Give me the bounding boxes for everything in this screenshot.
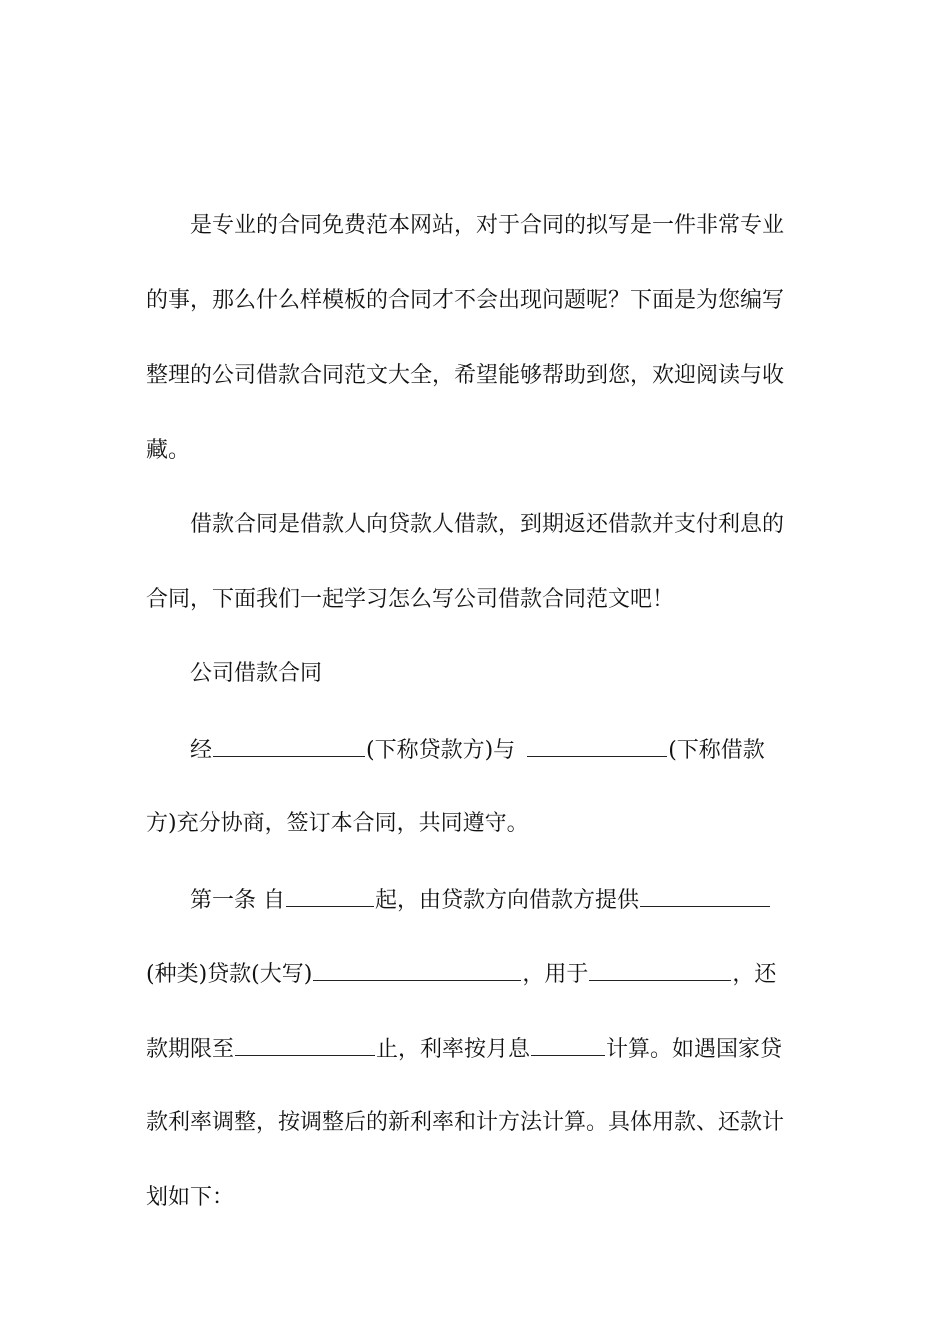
interest-rate-blank — [531, 1033, 605, 1056]
contract-title: 公司借款合同 — [190, 661, 323, 686]
lender-blank — [213, 734, 365, 757]
article-1-text-2: 起，由贷款方向借款方提供 — [375, 888, 640, 913]
article-1-text-7: 止，利率按月息 — [376, 1037, 531, 1062]
article-1-line-4: 款利率调整，按调整后的新利率和计方法计算。具体用款、还款计 — [146, 1110, 785, 1135]
article-1-line-2 — [146, 958, 776, 988]
article-1-line-3 — [146, 1033, 782, 1063]
borrower-blank — [527, 734, 667, 757]
repayment-date-blank — [235, 1033, 375, 1056]
article-1-line-1 — [190, 884, 771, 914]
article-1-text-1: 第一条 自 — [190, 888, 285, 913]
article-1-text-4: ，用于 — [522, 962, 589, 987]
parties-line-2: 方)充分协商，签订本合同，共同遵守。 — [146, 811, 529, 836]
start-date-blank — [286, 884, 374, 907]
loan-type-blank — [640, 884, 770, 907]
definition-paragraph-line-2: 合同，下面我们一起学习怎么写公司借款合同范文吧！ — [146, 587, 675, 612]
loan-purpose-blank — [589, 958, 731, 981]
article-1-text-8: 计算。如遇国家贷 — [606, 1037, 783, 1062]
loan-amount-blank — [313, 958, 521, 981]
intro-paragraph-line-3: 整理的公司借款合同范文大全，希望能够帮助到您，欢迎阅读与收 — [146, 363, 785, 388]
parties-line-1 — [190, 734, 765, 764]
article-1-line-5: 划如下： — [146, 1185, 235, 1210]
article-1-text-6: 款期限至 — [146, 1037, 235, 1062]
article-1-text-3: (种类)贷款(大写) — [146, 962, 313, 987]
parties-text-3: (下称借款 — [668, 738, 765, 763]
intro-paragraph-line-2: 的事，那么什么样模板的合同才不会出现问题呢？下面是为您编写 — [146, 288, 785, 313]
parties-text-2: (下称贷款方)与 — [366, 738, 516, 763]
article-1-text-5: ，还 — [732, 962, 777, 987]
intro-paragraph-line-1: 是专业的合同免费范本网站，对于合同的拟写是一件非常专业 — [190, 213, 785, 238]
parties-text-1: 经 — [190, 738, 213, 763]
intro-paragraph-line-4: 藏。 — [146, 438, 191, 463]
definition-paragraph-line-1: 借款合同是借款人向贷款人借款，到期返还借款并支付利息的 — [190, 512, 785, 537]
